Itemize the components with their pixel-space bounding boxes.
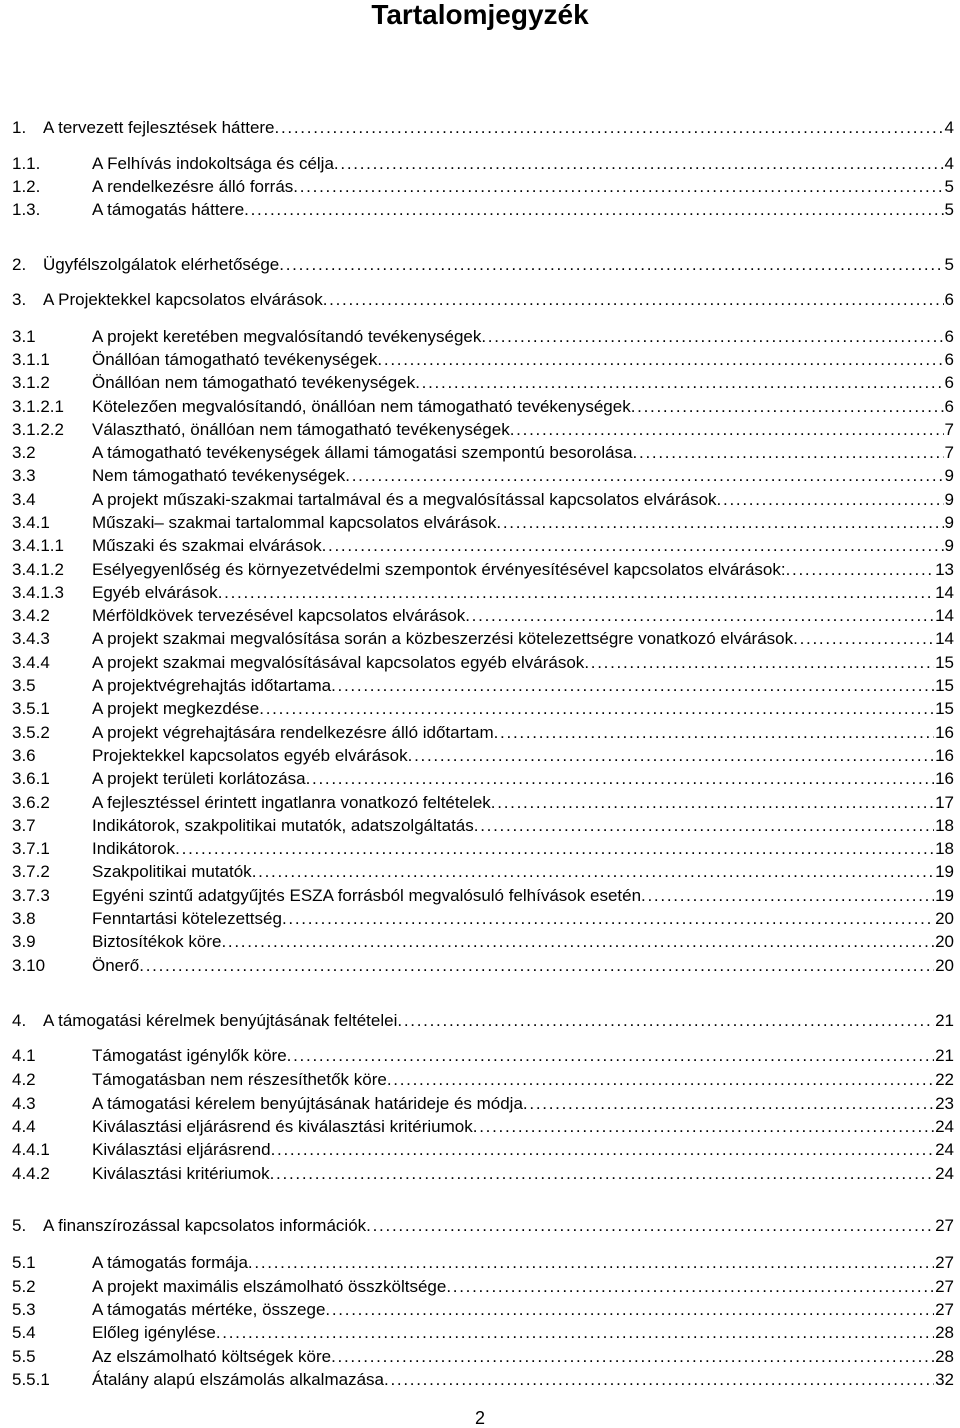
- toc-entry[interactable]: [0, 886, 960, 906]
- toc-leader-dots: [252, 862, 934, 882]
- toc-entry-title: A támogatási kérelem benyújtásának határideje és módja: [92, 1094, 523, 1113]
- toc-entry-title: Kiválasztási eljárásrend: [92, 1140, 271, 1159]
- toc-entry-page: 14: [935, 583, 954, 602]
- toc-entry[interactable]: [0, 1323, 960, 1343]
- toc-entry-page: 5: [944, 255, 954, 274]
- toc-entry[interactable]: [0, 118, 960, 138]
- toc-entry-page: 32: [935, 1370, 954, 1389]
- toc-entry-title: Átalány alapú elszámolás alkalmazása: [92, 1370, 384, 1389]
- toc-entry-number: 3.7.1: [12, 839, 50, 858]
- toc-entry-page: 9: [944, 490, 954, 509]
- toc-entry-title: Támogatásban nem részesíthetők köre: [92, 1070, 387, 1089]
- toc-entry[interactable]: [0, 200, 960, 220]
- toc-entry[interactable]: [0, 1046, 960, 1066]
- toc-entry-title: Szakpolitikai mutatók: [92, 862, 252, 881]
- toc-entry-page: 27: [935, 1216, 954, 1235]
- toc-entry-page: 18: [935, 839, 954, 858]
- toc-entry-page: 19: [935, 886, 954, 905]
- toc-leader-dots: [271, 1140, 934, 1160]
- toc-entry[interactable]: [0, 536, 960, 556]
- toc-entry-number: 3.7.3: [12, 886, 50, 905]
- toc-entry[interactable]: [0, 1011, 960, 1031]
- toc-entry-number: 3.2: [12, 443, 36, 462]
- toc-entry[interactable]: [0, 490, 960, 510]
- toc-entry[interactable]: [0, 1070, 960, 1090]
- toc-entry-title: A támogatás háttere: [92, 200, 245, 219]
- toc-entry-page: 6: [944, 373, 954, 392]
- toc-entry[interactable]: [0, 1253, 960, 1273]
- toc-entry-page: 28: [935, 1323, 954, 1342]
- toc-leader-dots: [717, 490, 944, 510]
- toc-entry[interactable]: [0, 443, 960, 463]
- toc-leader-dots: [322, 536, 944, 556]
- toc-entry-title: Indikátorok, szakpolitikai mutatók, adatszolgáltatás: [92, 816, 474, 835]
- toc-entry[interactable]: [0, 560, 960, 580]
- toc-entry-number: 3.9: [12, 932, 36, 951]
- toc-entry-title: A Felhívás indokoltsága és célja: [92, 154, 334, 173]
- toc-entry[interactable]: [0, 676, 960, 696]
- toc-entry-title: A projektvégrehajtás időtartama: [92, 676, 332, 695]
- toc-entry-page: 14: [935, 629, 954, 648]
- toc-entry-title: A projekt keretében megvalósítandó tevékenységek: [92, 327, 482, 346]
- toc-entry-number: 3.4.2: [12, 606, 50, 625]
- toc-entry-number: 3.6.1: [12, 769, 50, 788]
- toc-entry-number: 3.4: [12, 490, 36, 509]
- toc-entry[interactable]: [0, 1164, 960, 1184]
- toc-entry-title: Műszaki és szakmai elvárások: [92, 536, 322, 555]
- toc-leader-dots: [631, 397, 944, 417]
- toc-entry-title: A támogatható tevékenységek állami támogatási szempontú besorolása: [92, 443, 633, 462]
- toc-leader-dots: [221, 932, 934, 952]
- toc-entry[interactable]: [0, 1370, 960, 1390]
- toc-entry-page: 27: [935, 1253, 954, 1272]
- toc-entry-title: Műszaki– szakmai tartalommal kapcsolatos elvárások: [92, 513, 497, 532]
- toc-entry[interactable]: [0, 816, 960, 836]
- toc-leader-dots: [793, 629, 934, 649]
- toc-entry-title: Az elszámolható költségek köre: [92, 1347, 332, 1366]
- page-title: Tartalomjegyzék: [371, 0, 589, 30]
- toc-entry-title: Nem támogatható tevékenységek: [92, 466, 346, 485]
- toc-entry-page: 23: [935, 1094, 954, 1113]
- toc-leader-dots: [244, 200, 943, 220]
- toc-entry[interactable]: [0, 255, 960, 275]
- toc-entry-page: 16: [935, 746, 954, 765]
- toc-entry-number: 5.5.1: [12, 1370, 50, 1389]
- toc-entry-page: 9: [944, 536, 954, 555]
- toc-entry-page: 22: [935, 1070, 954, 1089]
- toc-entry-page: 13: [935, 560, 954, 579]
- toc-entry-page: 20: [935, 956, 954, 975]
- page-number: 2: [474, 1408, 485, 1428]
- toc-leader-dots: [331, 676, 934, 696]
- toc-entry-title: Önállóan nem támogatható tevékenységek: [92, 373, 416, 392]
- toc-leader-dots: [323, 290, 944, 310]
- toc-entry[interactable]: [0, 723, 960, 743]
- toc-entry-title: Projektekkel kapcsolatos egyéb elvárások: [92, 746, 408, 765]
- toc-leader-dots: [641, 886, 934, 906]
- toc-entry-page: 24: [935, 1117, 954, 1136]
- toc-entry-title: Támogatást igénylők köre: [92, 1046, 287, 1065]
- toc-entry[interactable]: [0, 397, 960, 417]
- toc-entry[interactable]: [0, 373, 960, 393]
- toc-leader-dots: [481, 327, 943, 347]
- toc-leader-dots: [510, 420, 944, 440]
- toc-entry-title: Önállóan támogatható tevékenységek: [92, 350, 378, 369]
- toc-leader-dots: [415, 373, 943, 393]
- toc-entry-number: 4.4: [12, 1117, 36, 1136]
- toc-leader-dots: [446, 1277, 934, 1297]
- toc-entry-number: 5.3: [12, 1300, 36, 1319]
- toc-entry-number: 4.1: [12, 1046, 36, 1065]
- toc-entry-title: Egyéni szintű adatgyűjtés ESZA forrásból megvalósuló felhívások esetén: [92, 886, 642, 905]
- toc-entry-number: 3.4.3: [12, 629, 50, 648]
- toc-entry[interactable]: [0, 606, 960, 626]
- toc-entry[interactable]: [0, 154, 960, 174]
- toc-entry-page: 5: [944, 200, 954, 219]
- toc-entry-number: 3.4.1.1: [12, 536, 64, 555]
- toc-entry-title: A támogatás formája: [92, 1253, 248, 1272]
- toc-entry-page: 15: [935, 699, 954, 718]
- toc-entry-number: 3.6: [12, 746, 36, 765]
- toc-leader-dots: [408, 746, 934, 766]
- toc-entry[interactable]: [0, 350, 960, 370]
- toc-entry[interactable]: [0, 466, 960, 486]
- toc-entry-title: A támogatás mértéke, összege: [92, 1300, 326, 1319]
- toc-entry-page: 7: [944, 443, 954, 462]
- toc-entry-number: 3.4.1: [12, 513, 50, 532]
- toc-entry-number: 3.6.2: [12, 793, 50, 812]
- toc-entry-page: 15: [935, 676, 954, 695]
- toc-entry-title: Kiválasztási kritériumok: [92, 1164, 270, 1183]
- toc-leader-dots: [523, 1094, 934, 1114]
- toc-entry-title: A projekt területi korlátozása: [92, 769, 306, 788]
- toc-entry[interactable]: [0, 1117, 960, 1137]
- toc-entry-page: 27: [935, 1277, 954, 1296]
- toc-entry-page: 4: [944, 154, 954, 173]
- toc-entry[interactable]: [0, 583, 960, 603]
- toc-entry-page: 27: [935, 1300, 954, 1319]
- toc-entry-title: A projekt szakmai megvalósításával kapcsolatos egyéb elvárások: [92, 653, 585, 672]
- toc-entry-page: 6: [944, 327, 954, 346]
- toc-entry-title: A projekt megkezdése: [92, 699, 260, 718]
- toc-entry-title: Egyéb elvárások: [92, 583, 218, 602]
- toc-leader-dots: [384, 1370, 934, 1390]
- toc-entry[interactable]: [0, 420, 960, 440]
- toc-entry-title: Fenntartási kötelezettség: [92, 909, 282, 928]
- toc-entry-number: 3.: [12, 290, 27, 309]
- toc-entry-number: 3.7.2: [12, 862, 50, 881]
- toc-entry-page: 20: [935, 909, 954, 928]
- toc-leader-dots: [175, 839, 934, 859]
- toc-entry-number: 3.7: [12, 816, 36, 835]
- toc-entry-title: Indikátorok: [92, 839, 176, 858]
- toc-leader-dots: [270, 1164, 934, 1184]
- toc-entry-page: 5: [944, 177, 954, 196]
- toc-entry-title: A projekt szakmai megvalósítása során a közbeszerzési kötelezettségre vonatkozó elvárások: [92, 629, 794, 648]
- toc-entry-page: 19: [935, 862, 954, 881]
- toc-entry-number: 3.5: [12, 676, 36, 695]
- toc-entry-title: A projekt végrehajtására rendelkezésre álló időtartam: [92, 723, 494, 742]
- toc-entry-page: 9: [944, 466, 954, 485]
- toc-leader-dots: [633, 443, 944, 463]
- toc-entry[interactable]: [0, 1347, 960, 1367]
- toc-leader-dots: [216, 1323, 934, 1343]
- toc-leader-dots: [275, 118, 944, 138]
- toc-entry-title: Mérföldkövek tervezésével kapcsolatos elvárások: [92, 606, 466, 625]
- toc-entry-page: 18: [935, 816, 954, 835]
- toc-entry[interactable]: [0, 1140, 960, 1160]
- toc-entry-title: Ügyfélszolgálatok elérhetősége: [43, 255, 280, 274]
- toc-entry-number: 3.10: [12, 956, 46, 975]
- toc-entry[interactable]: [0, 793, 960, 813]
- toc-entry[interactable]: [0, 513, 960, 533]
- toc-leader-dots: [282, 909, 934, 929]
- toc-entry[interactable]: [0, 932, 960, 952]
- toc-entry[interactable]: [0, 839, 960, 859]
- toc-entry-page: 7: [944, 420, 954, 439]
- toc-entry-number: 3.5.2: [12, 723, 50, 742]
- toc-leader-dots: [397, 1011, 934, 1031]
- toc-leader-dots: [259, 699, 934, 719]
- toc-entry-number: 5.: [12, 1216, 27, 1235]
- toc-entry-number: 3.5.1: [12, 699, 50, 718]
- toc-entry-page: 16: [935, 723, 954, 742]
- toc-entry-number: 3.1.2.1: [12, 397, 64, 416]
- toc-leader-dots: [465, 606, 934, 626]
- toc-entry-number: 3.1.2: [12, 373, 50, 392]
- toc-entry-title: A tervezett fejlesztések háttere: [43, 118, 275, 137]
- toc-entry-title: Előleg igénylése: [92, 1323, 216, 1342]
- toc-entry-page: 6: [944, 290, 954, 309]
- toc-entry-number: 3.3: [12, 466, 36, 485]
- toc-leader-dots: [494, 723, 934, 743]
- toc-entry-number: 5.2: [12, 1277, 36, 1296]
- toc-entry-page: 28: [935, 1347, 954, 1366]
- toc-entry[interactable]: [0, 290, 960, 310]
- toc-leader-dots: [279, 255, 943, 275]
- toc-entry-title: Kiválasztási eljárásrend és kiválasztási kritériumok: [92, 1117, 473, 1136]
- toc-leader-dots: [387, 1070, 934, 1090]
- toc-entry-number: 5.4: [12, 1323, 36, 1342]
- toc-leader-dots: [366, 1216, 934, 1236]
- toc-entry-title: Biztosítékok köre: [92, 932, 222, 951]
- toc-entry-number: 2.: [12, 255, 27, 274]
- toc-entry-title: A finanszírozással kapcsolatos információk: [43, 1216, 367, 1235]
- toc-entry[interactable]: [0, 746, 960, 766]
- toc-entry-title: Önerő: [92, 956, 140, 975]
- toc-leader-dots: [345, 466, 943, 486]
- toc-entry[interactable]: [0, 956, 960, 976]
- toc-entry-number: 3.4.1.2: [12, 560, 64, 579]
- toc-entry-number: 5.5: [12, 1347, 36, 1366]
- toc-entry[interactable]: [0, 1277, 960, 1297]
- toc-entry-title: Választható, önállóan nem támogatható tevékenységek: [92, 420, 510, 439]
- toc-entry-number: 4.4.2: [12, 1164, 50, 1183]
- toc-leader-dots: [491, 793, 934, 813]
- toc-entry-page: 17: [935, 793, 954, 812]
- toc-entry-number: 4.: [12, 1011, 27, 1030]
- toc-entry-number: 3.4.1.3: [12, 583, 64, 602]
- toc-entry-page: 20: [935, 932, 954, 951]
- toc-leader-dots: [496, 513, 943, 533]
- toc-leader-dots: [377, 350, 943, 370]
- toc-entry[interactable]: [0, 769, 960, 789]
- toc-entry-title: Kötelezően megvalósítandó, önállóan nem támogatható tevékenységek: [92, 397, 631, 416]
- toc-entry-number: 4.4.1: [12, 1140, 50, 1159]
- toc-entry-page: 24: [935, 1140, 954, 1159]
- toc-leader-dots: [287, 1046, 934, 1066]
- toc-entry[interactable]: [0, 909, 960, 929]
- toc-entry[interactable]: [0, 1300, 960, 1320]
- toc-leader-dots: [325, 1300, 934, 1320]
- toc-leader-dots: [218, 583, 934, 603]
- toc-entry[interactable]: [0, 327, 960, 347]
- toc-entry-number: 3.1.1: [12, 350, 50, 369]
- toc-entry-page: 15: [935, 653, 954, 672]
- toc-entry-number: 4.2: [12, 1070, 36, 1089]
- toc-leader-dots: [306, 769, 935, 789]
- toc-entry[interactable]: [0, 1094, 960, 1114]
- toc-entry-page: 21: [935, 1046, 954, 1065]
- toc-entry-page: 24: [935, 1164, 954, 1183]
- toc-entry-title: Esélyegyenlőség és környezetvédelmi szempontok érvényesítésével kapcsolatos elvárások:: [92, 560, 786, 579]
- toc-entry-page: 9: [944, 513, 954, 532]
- toc-entry-number: 1.2.: [12, 177, 41, 196]
- toc-leader-dots: [584, 653, 934, 673]
- toc-entry-page: 21: [935, 1011, 954, 1030]
- toc-entry-page: 16: [935, 769, 954, 788]
- toc-leader-dots: [473, 1117, 934, 1137]
- toc-entry-page: 6: [944, 397, 954, 416]
- toc-entry-number: 1.3.: [12, 200, 41, 219]
- toc-entry-page: 4: [944, 118, 954, 137]
- toc-entry-title: A projekt műszaki-szakmai tartalmával és a megvalósítással kapcsolatos elvárások: [92, 490, 717, 509]
- toc-entry[interactable]: [0, 177, 960, 197]
- toc-entry-number: 3.1.2.2: [12, 420, 64, 439]
- toc-entry[interactable]: [0, 1216, 960, 1236]
- toc-leader-dots: [139, 956, 934, 976]
- toc-entry-page: 14: [935, 606, 954, 625]
- toc-entry-number: 4.3: [12, 1094, 36, 1113]
- toc-entry-title: A támogatási kérelmek benyújtásának feltételei: [43, 1011, 398, 1030]
- toc-entry-number: 3.4.4: [12, 653, 50, 672]
- toc-entry-number: 1.1.: [12, 154, 41, 173]
- toc-entry[interactable]: [0, 653, 960, 673]
- toc-leader-dots: [474, 816, 934, 836]
- toc-entry-title: A Projektekkel kapcsolatos elvárások: [43, 290, 323, 309]
- toc-entry-number: 1.: [12, 118, 27, 137]
- toc-entry-number: 3.8: [12, 909, 36, 928]
- toc-leader-dots: [331, 1347, 934, 1367]
- toc-leader-dots: [248, 1253, 934, 1273]
- toc-leader-dots: [293, 177, 943, 197]
- toc-entry[interactable]: [0, 862, 960, 882]
- toc-entry-page: 6: [944, 350, 954, 369]
- toc-entry-title: A projekt maximális elszámolható összköltsége: [92, 1277, 447, 1296]
- toc-entry-title: A fejlesztéssel érintett ingatlanra vonatkozó feltételek: [92, 793, 491, 812]
- toc-entry-number: 5.1: [12, 1253, 36, 1272]
- toc-leader-dots: [786, 560, 934, 580]
- toc-entry-title: A rendelkezésre álló forrás: [92, 177, 294, 196]
- toc-entry[interactable]: [0, 629, 960, 649]
- toc-entry-number: 3.1: [12, 327, 36, 346]
- toc-entry[interactable]: [0, 699, 960, 719]
- toc-leader-dots: [334, 154, 944, 174]
